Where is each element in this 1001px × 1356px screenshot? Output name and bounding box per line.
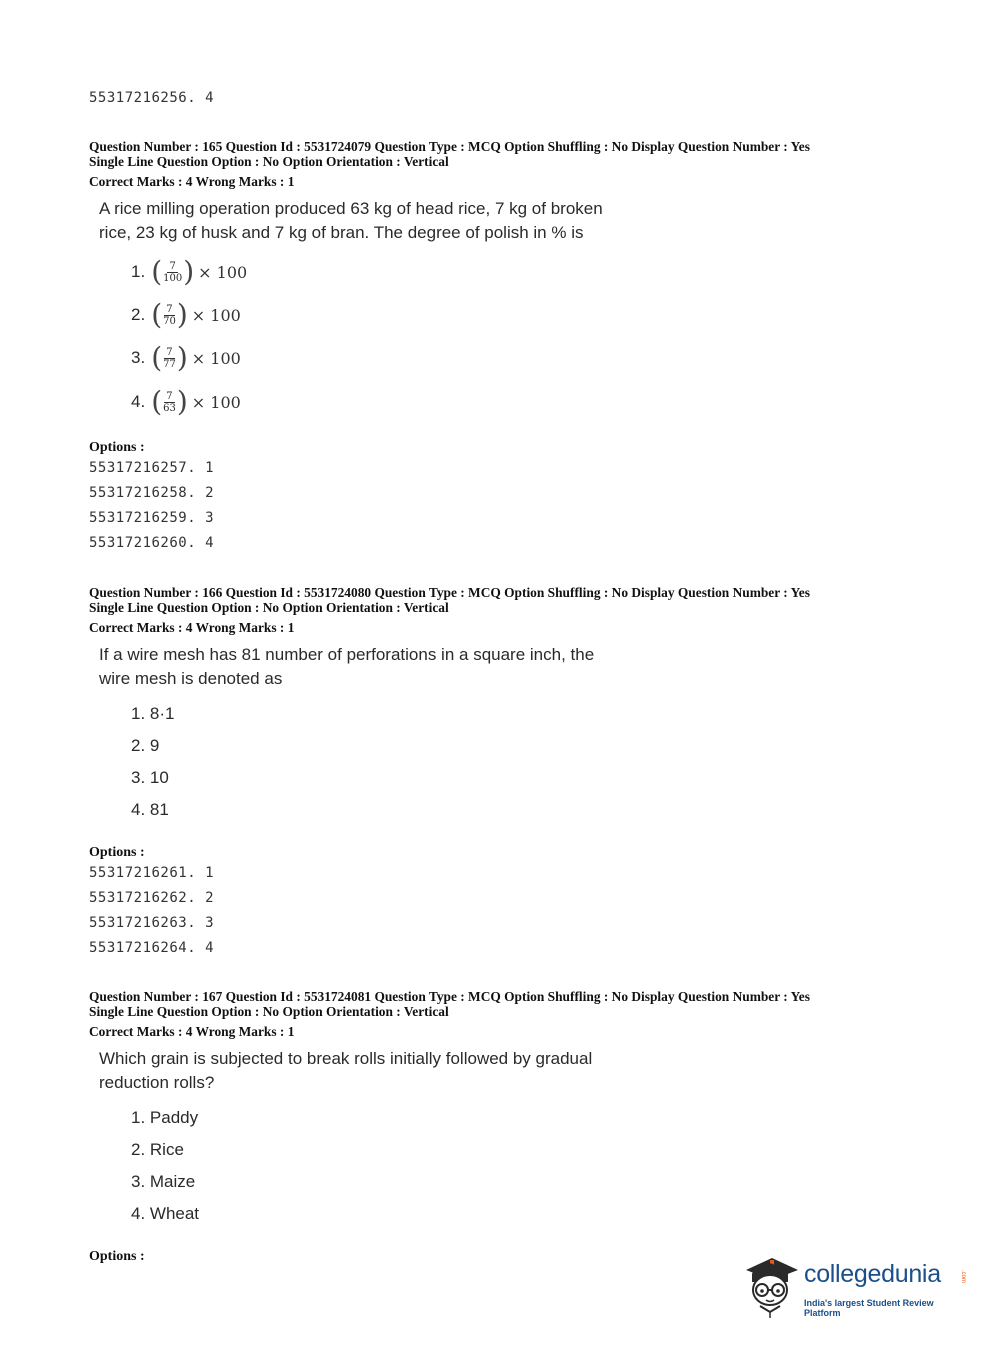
choice-label: 4. <box>131 392 146 411</box>
question-meta: Question Number : 166 Question Id : 5531724080 Question Type : MCQ Option Shuffling : No Display Question Number : Yes <box>89 585 810 600</box>
collegedunia-logo <box>742 1252 972 1322</box>
question-block-166 <box>89 585 969 956</box>
fraction: $\frac{7}{100}$ <box>163 260 183 284</box>
marks-line: Correct Marks : 4 Wrong Marks : 1 <box>89 1024 295 1039</box>
option-line: 55317216257. 1 <box>89 460 215 476</box>
option-line: 55317216263. 3 <box>89 915 215 931</box>
logo-suffix: .com <box>960 1270 966 1284</box>
options-label: Options : <box>89 845 145 860</box>
multiplier: × 100 <box>191 392 241 412</box>
question-meta: Question Number : 165 Question Id : 5531724079 Question Type : MCQ Option Shuffling : No Display Question Number : Yes <box>89 139 810 154</box>
choice-2: 2. 9 <box>131 736 160 755</box>
choice-4: 4. 81 <box>131 800 169 819</box>
question-text-line1: If a wire mesh has 81 number of perforations in a square inch, the <box>99 645 595 664</box>
choice-3: 3. ( $\frac{7}{77}$ ) × 100 <box>131 341 241 374</box>
question-meta-2: Single Line Question Option : No Option Orientation : Vertical <box>89 600 449 615</box>
question-text-line1: A rice milling operation produced 63 kg of head rice, 7 kg of broken <box>99 199 603 218</box>
choice-4: 4. ( $\frac{7}{63}$ ) × 100 <box>131 385 241 418</box>
logo-wordmark: collegedunia <box>804 1260 941 1288</box>
multiplier: × 100 <box>191 348 241 368</box>
choice-1: 1. 8·1 <box>131 704 175 723</box>
choice-1: 1. Paddy <box>131 1108 199 1127</box>
options-label: Options : <box>89 440 145 455</box>
mascot-icon <box>742 1252 802 1320</box>
choice-2: 2. Rice <box>131 1140 184 1159</box>
multiplier: × 100 <box>191 305 241 325</box>
choice-1: 1. ( $\frac{7}{100}$ ) × 100 <box>131 255 248 288</box>
question-text-line2: rice, 23 kg of husk and 7 kg of bran. The degree of polish in % is <box>99 223 584 242</box>
question-meta-2: Single Line Question Option : No Option Orientation : Vertical <box>89 154 449 169</box>
option-line: 55317216261. 1 <box>89 865 215 881</box>
fraction: $\frac{7}{77}$ <box>163 346 176 370</box>
question-block-167 <box>89 989 969 1264</box>
choice-label: 3. <box>131 348 146 367</box>
question-meta-2: Single Line Question Option : No Option Orientation : Vertical <box>89 1004 449 1019</box>
marks-line: Correct Marks : 4 Wrong Marks : 1 <box>89 174 295 189</box>
question-block-165 <box>89 139 969 551</box>
fraction: $\frac{7}{70}$ <box>163 303 176 327</box>
question-meta: Question Number : 167 Question Id : 5531724081 Question Type : MCQ Option Shuffling : No Display Question Number : Yes <box>89 989 810 1004</box>
option-line: 55317216262. 2 <box>89 890 215 906</box>
question-text-line2: reduction rolls? <box>99 1073 215 1092</box>
option-line: 55317216260. 4 <box>89 535 215 551</box>
choice-label: 2. <box>131 305 146 324</box>
option-line: 55317216256. 4 <box>89 90 215 106</box>
logo-tagline: India's largest Student Review Platform <box>804 1298 934 1318</box>
marks-line: Correct Marks : 4 Wrong Marks : 1 <box>89 620 295 635</box>
option-line: 55317216259. 3 <box>89 510 215 526</box>
fraction: $\frac{7}{63}$ <box>163 390 176 414</box>
option-line: 55317216264. 4 <box>89 940 215 956</box>
choice-3: 3. 10 <box>131 768 169 787</box>
options-label: Options : <box>89 1249 145 1264</box>
question-text-line1: Which grain is subjected to break rolls initially followed by gradual <box>99 1049 593 1068</box>
multiplier: × 100 <box>198 262 248 282</box>
option-line: 55317216258. 2 <box>89 485 215 501</box>
choice-2: 2. ( $\frac{7}{70}$ ) × 100 <box>131 298 241 331</box>
choice-3: 3. Maize <box>131 1172 196 1191</box>
choice-label: 1. <box>131 262 146 281</box>
question-text-line2: wire mesh is denoted as <box>99 669 283 688</box>
choice-4: 4. Wheat <box>131 1204 200 1223</box>
